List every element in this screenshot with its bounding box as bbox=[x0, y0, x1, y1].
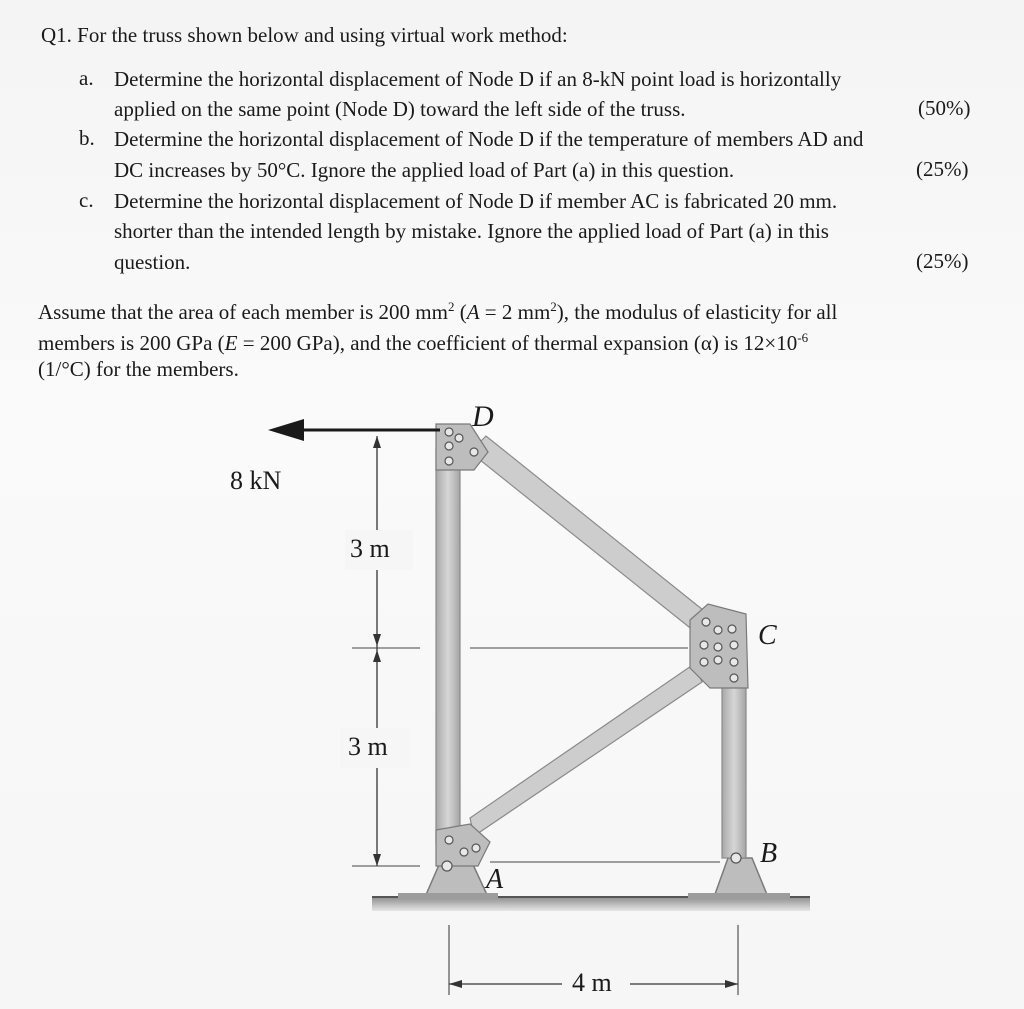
node-A-label: A bbox=[486, 864, 504, 895]
item-c-weight: (25%) bbox=[916, 249, 969, 273]
item-b-weight: (25%) bbox=[916, 157, 969, 181]
item-b-line-1: Determine the horizontal displacement of Node D if the temperature of members AD and bbox=[114, 127, 864, 151]
ground-strip bbox=[372, 897, 810, 911]
assumptions-line-1: Assume that the area of each member is 200 $mm^2$ (A = 2 $mm^2$), the modulus of elasticity for all bbox=[38, 299, 838, 324]
support-B-base bbox=[688, 893, 790, 899]
item-c-line-3: question. bbox=[114, 250, 191, 274]
question-title: Q1. For the truss shown below and using virtual work method: bbox=[41, 23, 568, 47]
dim-arrow-mid-up bbox=[373, 650, 381, 662]
item-a-weight: (50%) bbox=[918, 96, 971, 120]
dim-horizontal-label: 4 m bbox=[572, 968, 612, 997]
assumptions-line-2: members is 200 GPa (E = 200 GPa), and the coefficient of thermal expansion (α) is $12\times 10^{-6}$ bbox=[38, 330, 809, 355]
item-a-line-2: applied on the same point (Node D) toward the left side of the truss. bbox=[114, 97, 686, 121]
node-B-label: B bbox=[760, 838, 778, 869]
item-a-letter: a. bbox=[79, 66, 94, 90]
node-C-label: C bbox=[758, 620, 777, 651]
item-b-letter: b. bbox=[79, 126, 95, 150]
item-c-letter: c. bbox=[79, 188, 94, 212]
member-CB bbox=[722, 672, 746, 858]
dim-arrow-bottom bbox=[373, 854, 381, 866]
item-c-line-2: shorter than the intended length by mistake. Ignore the applied load of Part (a) in this bbox=[114, 219, 829, 243]
member-AC bbox=[470, 664, 702, 836]
item-b-line-2: DC increases by 50°C. Ignore the applied load of Part (a) in this question. bbox=[114, 158, 735, 182]
member-AD bbox=[436, 448, 460, 843]
assumptions-line-3: (1/°C) for the members. bbox=[38, 357, 239, 381]
load-arrow-head bbox=[268, 419, 304, 441]
dim-upper-label: 3 m bbox=[350, 534, 390, 563]
dim-arrow-left bbox=[449, 980, 462, 988]
dim-lower-label: 3 m bbox=[348, 732, 388, 761]
dim-arrow-top bbox=[373, 436, 381, 448]
item-a-line-1: Determine the horizontal displacement of Node D if an 8-kN point load is horizontally bbox=[114, 67, 842, 91]
member-DC bbox=[470, 436, 708, 631]
support-A-base bbox=[398, 893, 498, 899]
item-c-line-1: Determine the horizontal displacement of Node D if member AC is fabricated 20 mm. bbox=[114, 189, 838, 213]
node-D-label: D bbox=[472, 400, 494, 433]
dim-arrow-mid-down bbox=[373, 634, 381, 646]
load-label: 8 kN bbox=[230, 466, 282, 495]
dim-arrow-right bbox=[725, 980, 738, 988]
